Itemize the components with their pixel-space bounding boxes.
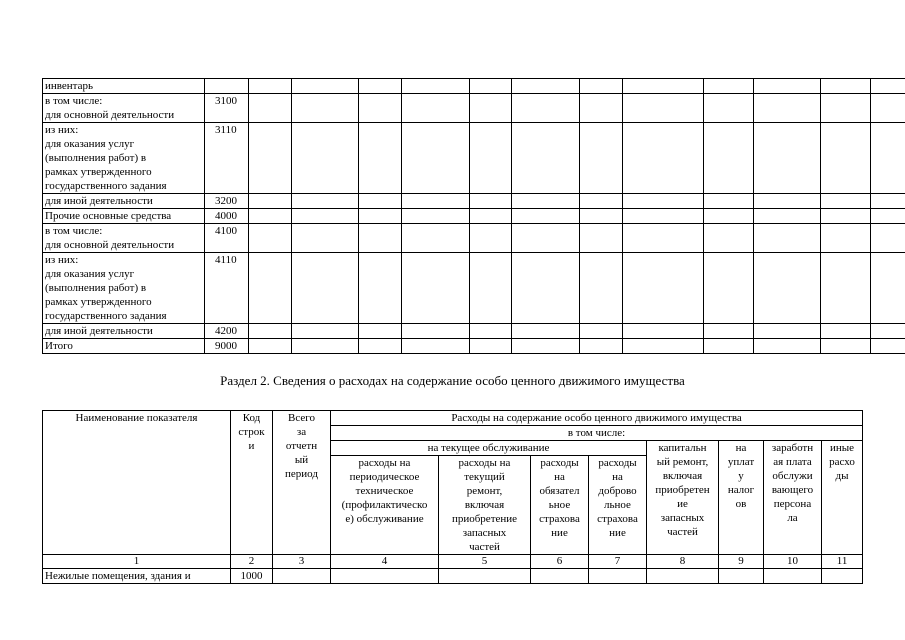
row-1000-code: 1000 (231, 569, 273, 584)
table-cell (292, 339, 359, 354)
header-indicator-name: Наименование показателя (43, 411, 231, 555)
table-cell (871, 79, 905, 94)
table-row (43, 194, 905, 209)
row-code: 4000 (205, 209, 249, 224)
table-cell (821, 79, 871, 94)
table-cell (402, 224, 470, 253)
table-cell (292, 253, 359, 324)
table-cell (821, 339, 871, 354)
table-cell (704, 224, 754, 253)
table-cell (822, 569, 863, 584)
table-cell (754, 209, 821, 224)
table-cell (359, 94, 402, 123)
table-row (43, 209, 905, 224)
table-cell (512, 123, 580, 194)
table-cell (754, 339, 821, 354)
header-col-10: заработн ая плата обслужи вающего персона ла (764, 441, 822, 555)
table-cell (871, 94, 905, 123)
table-row (43, 123, 905, 194)
table-row (43, 324, 905, 339)
table-cell (589, 569, 647, 584)
header-col-5: расходы на текущий ремонт, включая приобретение запасных частей (439, 456, 531, 555)
header-including: в том числе: (331, 426, 863, 441)
table-cell (623, 253, 704, 324)
table-cell (704, 339, 754, 354)
table-cell (292, 79, 359, 94)
table-cell (292, 324, 359, 339)
header-col-9: на уплат у налог ов (719, 441, 764, 555)
table-row (43, 79, 905, 94)
table-cell (470, 79, 512, 94)
table-cell (580, 224, 623, 253)
table-cell (754, 94, 821, 123)
table-cell (249, 123, 292, 194)
table-cell (580, 324, 623, 339)
row-name: для иной деятельности (43, 194, 205, 209)
row-code: 4110 (205, 253, 249, 324)
column-number: 1 (43, 555, 231, 569)
table-cell (871, 224, 905, 253)
header-col-6: расходы на обязател ьное страхова ние (531, 456, 589, 555)
table-cell (704, 194, 754, 209)
table-cell (512, 253, 580, 324)
table-cell (249, 94, 292, 123)
table-cell (871, 253, 905, 324)
table-row (43, 224, 905, 253)
row-code: 4100 (205, 224, 249, 253)
table-cell (249, 339, 292, 354)
row-1000-name: Нежилые помещения, здания и (43, 569, 231, 584)
table-cell (754, 79, 821, 94)
table-cell (470, 324, 512, 339)
table-cell (704, 324, 754, 339)
table-cell (821, 209, 871, 224)
table-cell (331, 569, 439, 584)
column-number: 4 (331, 555, 439, 569)
table-cell (292, 94, 359, 123)
expenses-table (42, 410, 863, 584)
header-col-4: расходы на периодическое техническое (профилактическо е) обслуживание (331, 456, 439, 555)
table-cell (292, 194, 359, 209)
row-code: 3100 (205, 94, 249, 123)
table-cell (512, 194, 580, 209)
table-row (43, 339, 905, 354)
table-cell (359, 339, 402, 354)
table-cell (531, 569, 589, 584)
table-cell (402, 79, 470, 94)
table-cell (580, 209, 623, 224)
header-expenses: Расходы на содержание особо ценного движимого имущества (331, 411, 863, 426)
table-cell (470, 224, 512, 253)
table-cell (402, 324, 470, 339)
table-cell (754, 224, 821, 253)
table-cell (871, 209, 905, 224)
table-cell (647, 569, 719, 584)
row-name: в том числе: для основной деятельности (43, 94, 205, 123)
row-name: из них: для оказания услуг (выполнения работ) в рамках утвержденного государственного задания (43, 123, 205, 194)
table-cell (754, 253, 821, 324)
table-cell (821, 253, 871, 324)
table-cell (623, 79, 704, 94)
table-cell (623, 94, 704, 123)
table-cell (359, 209, 402, 224)
table-cell (704, 79, 754, 94)
table-cell (359, 194, 402, 209)
table-cell (704, 123, 754, 194)
table-cell (402, 123, 470, 194)
row-code: 9000 (205, 339, 249, 354)
header-current-maintenance: на текущее обслуживание (331, 441, 647, 456)
table-cell (439, 569, 531, 584)
table-cell (821, 224, 871, 253)
table-cell (512, 94, 580, 123)
row-code (205, 79, 249, 94)
row-code: 3200 (205, 194, 249, 209)
table-cell (512, 209, 580, 224)
row-name: для иной деятельности (43, 324, 205, 339)
table-cell (359, 79, 402, 94)
table-cell (402, 94, 470, 123)
header-col-11: иные расхо ды (822, 441, 863, 555)
header-col-8: капитальн ый ремонт, включая приобретен ие запасных частей (647, 441, 719, 555)
table-cell (470, 209, 512, 224)
column-number: 7 (589, 555, 647, 569)
table-cell (580, 79, 623, 94)
column-number: 3 (273, 555, 331, 569)
column-number: 9 (719, 555, 764, 569)
table-cell (292, 224, 359, 253)
table-cell (764, 569, 822, 584)
table-cell (821, 194, 871, 209)
row-name: инвентарь (43, 79, 205, 94)
table-cell (871, 123, 905, 194)
table-cell (249, 79, 292, 94)
table-cell (470, 339, 512, 354)
table-cell (580, 94, 623, 123)
table-cell (623, 339, 704, 354)
table-cell (273, 569, 331, 584)
table-cell (871, 194, 905, 209)
header-row-code: Код строк и (231, 411, 273, 555)
column-number: 10 (764, 555, 822, 569)
row-name: Итого (43, 339, 205, 354)
column-number: 8 (647, 555, 719, 569)
table-cell (580, 339, 623, 354)
column-number: 6 (531, 555, 589, 569)
table-cell (623, 194, 704, 209)
table-cell (470, 94, 512, 123)
table-cell (871, 339, 905, 354)
table-cell (704, 253, 754, 324)
table-cell (623, 123, 704, 194)
table-cell (580, 194, 623, 209)
table-cell (623, 209, 704, 224)
row-name: из них: для оказания услуг (выполнения работ) в рамках утвержденного государственного задания (43, 253, 205, 324)
column-number: 2 (231, 555, 273, 569)
table-cell (470, 123, 512, 194)
table-cell (754, 194, 821, 209)
table-cell (359, 324, 402, 339)
header-col-7: расходы на доброво льное страхова ние (589, 456, 647, 555)
table-cell (623, 324, 704, 339)
header-total: Всего за отчетн ый период (273, 411, 331, 555)
row-name: в том числе: для основной деятельности (43, 224, 205, 253)
table-cell (359, 253, 402, 324)
table-cell (821, 123, 871, 194)
table-cell (704, 94, 754, 123)
table-cell (719, 569, 764, 584)
table-cell (359, 224, 402, 253)
table-cell (512, 339, 580, 354)
section-2-title: Раздел 2. Сведения о расходах на содержание особо ценного движимого имущества (220, 373, 685, 388)
table-cell (754, 324, 821, 339)
row-name: Прочие основные средства (43, 209, 205, 224)
table-cell (512, 79, 580, 94)
table-cell (292, 123, 359, 194)
table-cell (704, 209, 754, 224)
table-row (43, 94, 905, 123)
table-cell (871, 324, 905, 339)
table-cell (821, 324, 871, 339)
table-cell (249, 224, 292, 253)
table-cell (402, 339, 470, 354)
table-cell (402, 209, 470, 224)
table-cell (249, 253, 292, 324)
table-cell (359, 123, 402, 194)
table-cell (292, 209, 359, 224)
table-cell (249, 194, 292, 209)
table-cell (402, 194, 470, 209)
table-cell (470, 194, 512, 209)
table-cell (821, 94, 871, 123)
table-cell (580, 253, 623, 324)
table-cell (623, 224, 704, 253)
row-code: 4200 (205, 324, 249, 339)
table-cell (402, 253, 470, 324)
table-cell (249, 209, 292, 224)
table-cell (470, 253, 512, 324)
table-cell (249, 324, 292, 339)
table-cell (512, 324, 580, 339)
assets-table (42, 78, 905, 354)
table-cell (512, 224, 580, 253)
column-number: 11 (822, 555, 863, 569)
column-number: 5 (439, 555, 531, 569)
table-cell (754, 123, 821, 194)
table-row (43, 253, 905, 324)
table-cell (580, 123, 623, 194)
row-code: 3110 (205, 123, 249, 194)
